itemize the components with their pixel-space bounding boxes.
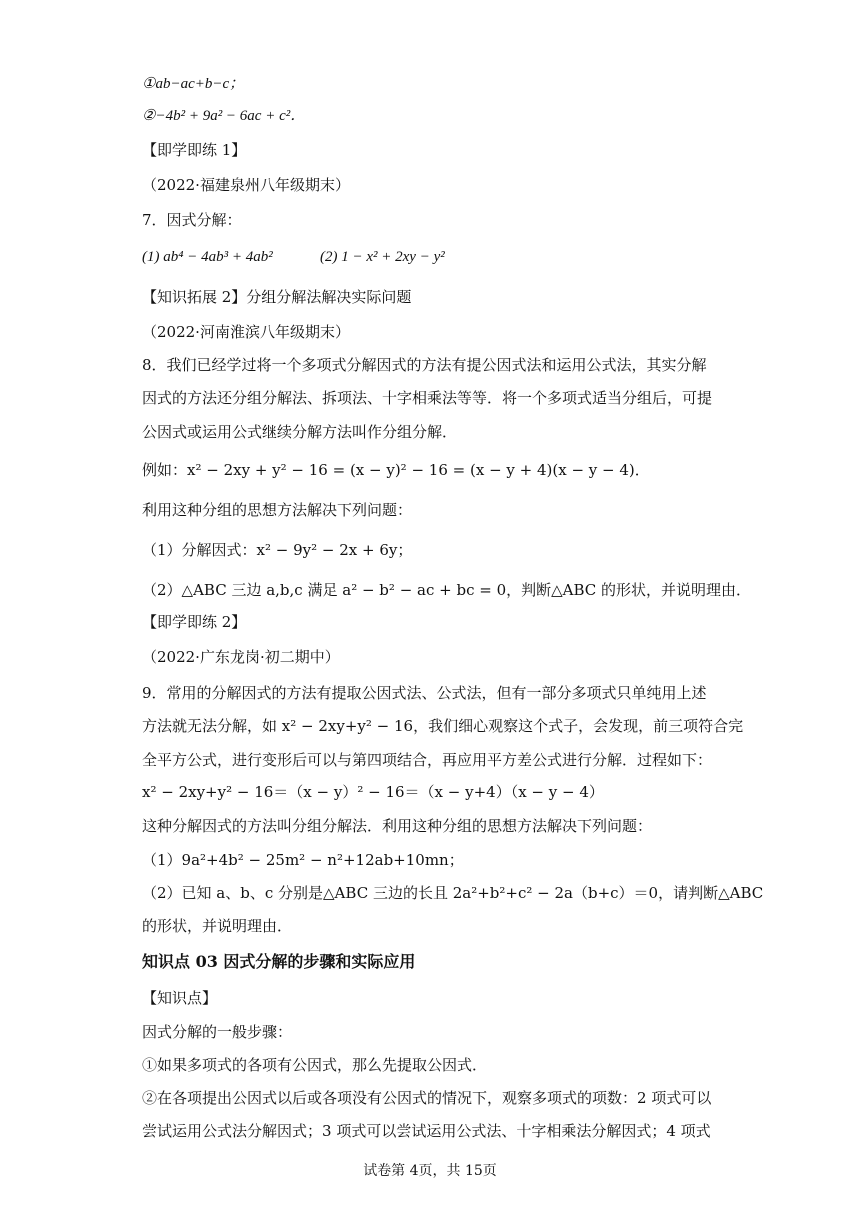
question-7-part-1: (1) ab⁴ − 4ab³ + 4ab²	[142, 249, 273, 265]
question-9-text: 这种分解因式的方法叫分组分解法．利用这种分组的思想方法解决下列问题：	[142, 817, 653, 835]
example-equation: 例如：x² − 2xy + y² − 16 = (x − y)² − 16 = (x − y + 4)(x − y − 4)．	[142, 461, 650, 479]
question-9-text: 方法就无法分解，如 x² − 2xy+y² − 16，我们细心观察这个式子，会发现，前三项符合完	[142, 717, 744, 735]
source-note-8: （2022·河南淮滨八年级期末）	[142, 323, 350, 341]
step-1: ①如果多项式的各项有公因式，那么先提取公因式．	[142, 1056, 488, 1074]
expression-2: ②−4b² + 9a² − 6ac + c²．	[142, 108, 306, 124]
question-9-text: 全平方公式，进行变形后可以与第四项结合，再应用平方差公式进行分解．过程如下：	[142, 751, 713, 769]
question-8-text: 公因式或运用公式继续分解方法叫作分组分解．	[142, 423, 458, 441]
practice-heading-2: 【即学即练 2】	[142, 613, 247, 631]
question-9-part-1: （1）9a²+4b² − 25m² − n²+12ab+10mn；	[142, 851, 464, 869]
question-9-text: 9．常用的分解因式的方法有提取公因式法、公式法，但有一部分多项式只单纯用上述	[142, 684, 707, 702]
source-note-7: （2022·福建泉州八年级期末）	[142, 176, 350, 194]
page-footer: 试卷第 4页，共 15页	[363, 1163, 497, 1179]
question-8-part-1: （1）分解因式：x² − 9y² − 2x + 6y；	[142, 541, 413, 559]
question-8-text: 8．我们已经学过将一个多项式分解因式的方法有提公因式法和运用公式法，其实分解	[142, 356, 707, 374]
question-8-text: 因式的方法还分组分解法、拆项法、十字相乘法等等．将一个多项式适当分组后，可提	[142, 389, 713, 407]
step-2: ②在各项提出公因式以后或各项没有公因式的情况下，观察多项式的项数：2 项式可以	[142, 1089, 712, 1107]
step-2-cont: 尝试运用公式法分解因式；3 项式可以尝试运用公式法、十字相乘法分解因式；4 项式	[142, 1122, 711, 1140]
steps-intro: 因式分解的一般步骤：	[142, 1023, 293, 1041]
expression-1: ①ab−ac+b−c；	[142, 76, 245, 92]
question-7: 7．因式分解：	[142, 211, 242, 229]
source-note-9: （2022·广东龙岗·初二期中）	[142, 648, 340, 666]
question-9-equation: x² − 2xy+y² − 16＝（x − y）² − 16＝（x − y+4）（x − y − 4）	[142, 783, 604, 801]
section-heading-03: 知识点 03 因式分解的步骤和实际应用	[142, 952, 416, 971]
question-9-part-2: （2）已知 a、b、c 分别是△ABC 三边的长且 2a²+b²+c² − 2a（b+c）＝0，请判断△ABC	[142, 884, 764, 902]
extension-heading-2: 【知识拓展 2】分组分解法解决实际问题	[142, 288, 412, 306]
question-8-part-2: （2）△ABC 三边 a,b,c 满足 a² − b² − ac + bc = 0，判断△ABC 的形状，并说明理由．	[142, 581, 752, 599]
practice-heading-1: 【即学即练 1】	[142, 141, 247, 159]
knowledge-heading: 【知识点】	[142, 989, 218, 1007]
question-7-part-2: (2) 1 − x² + 2xy − y²	[320, 249, 445, 265]
instruction-text: 利用这种分组的思想方法解决下列问题：	[142, 501, 413, 519]
question-9-part-2-cont: 的形状，并说明理由．	[142, 917, 293, 935]
